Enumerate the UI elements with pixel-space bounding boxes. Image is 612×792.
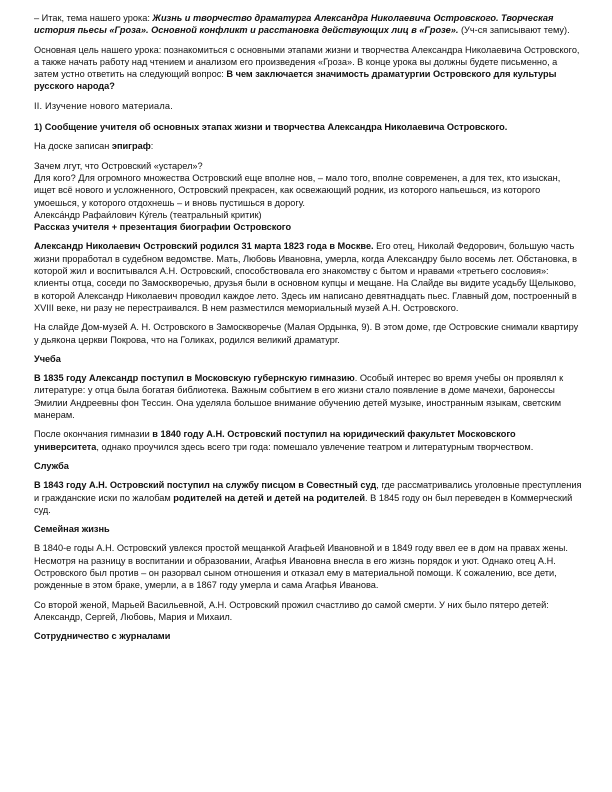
study-paragraph-1 bbox=[34, 372, 582, 421]
birth-statement: Александр Николаевич Островский родился 31 марта 1823 года в Москве. bbox=[34, 241, 374, 252]
epigraph-intro bbox=[34, 140, 582, 152]
intro-theme-paragraph bbox=[34, 12, 582, 37]
service-text-end: . В 1845 году он был переведен в Коммерческий суд. bbox=[34, 492, 573, 515]
goal-text: Основная цель нашего урока: познакомиться с основными этапами жизни и творчества Александра Николаевича Островского, а также начать работу над чтением и анализом его произведения «Гроза». В конце урока вы должны будете письменно, а затем устно ответить на следующий вопрос: bbox=[34, 44, 580, 80]
study-text-a: После окончания гимназии bbox=[34, 429, 153, 440]
service-paragraph bbox=[34, 479, 582, 516]
service-heading: Служба bbox=[34, 460, 69, 471]
study-paragraph-2 bbox=[34, 428, 582, 453]
university-statement: в 1840 году А.Н. Островский поступил на юридический факультет Московского университета bbox=[34, 429, 516, 452]
intro-text: – Итак, тема нашего урока: bbox=[34, 13, 153, 23]
family-heading: Семейная жизнь bbox=[34, 524, 110, 535]
intro-goal-paragraph bbox=[34, 44, 582, 93]
epigraph-line-1: Зачем лгут, что Островский «устарел»? bbox=[34, 160, 203, 171]
bio-paragraph-2: На слайде Дом-музей А. Н. Островского в Замоскворечье (Малая Ордынка, 9). В этом доме, где Островские снимали квартиру у дьякона церкви Покрова, что на Голиках, родился великий драматург. bbox=[34, 322, 579, 345]
gymnasium-statement: В 1835 году Александр поступил в Московскую губернскую гимназию bbox=[34, 373, 355, 384]
service-statement: В 1843 году А.Н. Островский поступил на службу писцом в Совестный суд bbox=[34, 480, 377, 491]
document-page bbox=[34, 12, 582, 649]
epigraph-line-2: Для кого? Для огромного множества Островский еще вполне нов, – мало того, вполне современен, а для тех, кто изыскан, ищет всё нового и усложненного, Островский прекрасен, как освежающий родник, из которого напьешься, из которого умоешься, у которого отдохнешь – и вновь пустишься в дорогу. bbox=[34, 172, 561, 208]
epigraph-prefix: На доске записан bbox=[34, 141, 112, 152]
study-text: . Особый интерес во время учебы он проявлял к литературе: у отца была богатая библиотека. Важным событием в его жизни стало появление в доме мачехи, баронессы Эмилии Андреевны фон Тессин. Она уделяла большое внимание обучению детей музыке, иностранным языкам, светским манерам. bbox=[34, 373, 564, 421]
study-text-c: , однако проучился здесь всего три года: помешало увлечение театром и литературным творчеством. bbox=[96, 441, 534, 452]
bio-paragraph-1 bbox=[34, 240, 582, 314]
family-paragraph-2: Со второй женой, Марьей Васильевной, А.Н. Островский прожил счастливо до самой смерти. У них было пятеро детей: Александр, Сергей, Любовь, Мария и Михаил. bbox=[34, 599, 549, 622]
teacher-message-heading: 1) Сообщение учителя об основных этапах жизни и творчества Александра Николаевича Островского. bbox=[34, 122, 508, 133]
study-heading: Учеба bbox=[34, 353, 61, 364]
service-emphasis: родителей на детей и детей на родителей bbox=[173, 492, 366, 503]
intro-note: (Уч-ся записывают тему). bbox=[458, 25, 570, 36]
epigraph-author: Алекса́ндр Рафаи́лович Ку́гель (театральный критик) bbox=[34, 209, 262, 220]
journals-heading: Сотрудничество с журналами bbox=[34, 631, 171, 642]
epigraph-colon: : bbox=[150, 141, 154, 152]
epigraph-word: эпиграф bbox=[111, 141, 151, 152]
teacher-story-heading: Рассказ учителя + презентация биографии Островского bbox=[34, 222, 292, 233]
goal-question: В чем заключается значимость драматургии Островского для культуры русского народа? bbox=[34, 69, 557, 92]
service-text: , где рассматривались уголовные преступления и гражданские иски по жалобам bbox=[34, 480, 582, 503]
bio-text: Его отец, Николай Федорович, большую часть жизни проработал в судебном ведомстве. Мать, Любовь Ивановна, умерла, когда Александру было восемь лет. Обстановка, в которой жил и воспитывался А.Н. Островский, способствовала его знакомству с бытом и нравами «третьего сословия»: клиенты отца, соседи по Замоскворечью, друзья были в основном купцы и мещане. На Слайде вы видите усадьбу Щелыково, в которой Александр Николаевич проводил каждое лето. Здесь им написано девятнадцать пьес. Главный дом, построенный в XVIII веке, ни разу не перестраивался. В нем разместился мемориальный музей А.Н. Островского. bbox=[34, 241, 578, 313]
section-title: II. Изучение нового материала. bbox=[34, 100, 173, 111]
lesson-theme: Жизнь и творчество драматурга Александра Николаевича Островского. Творческая история пьесы «Гроза». Основной конфликт и расстановка действующих лиц в «Грозе». bbox=[34, 13, 554, 36]
family-paragraph-1: В 1840-е годы А.Н. Островский увлекся простой мещанкой Агафьей Ивановной и в 1849 году ввел ее в дом на правах жены. Несмотря на разницу в воспитании и образовании, Агафья Ивановна внесла в его жизнь порядок и уют. Однако отец А.Н. Островского был против – он разорвал сыном отношения и отказал ему в материальной помощи. К сожалению, все дети, рожденные в этом браке, умерли, а в 1867 году умерла и сама Агафья Иванова. bbox=[34, 543, 568, 591]
